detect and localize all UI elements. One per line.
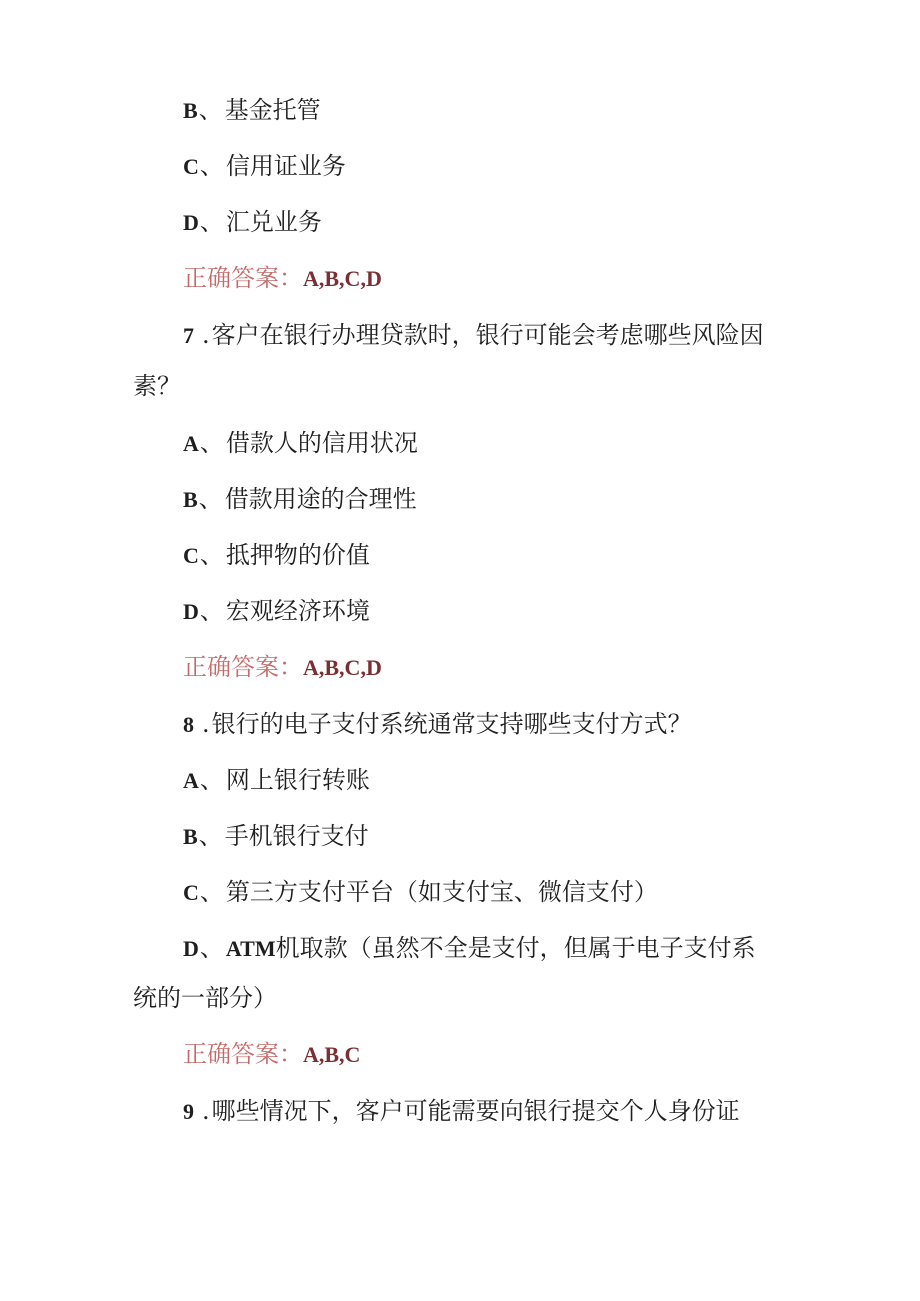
option-text: 借款人的信用状况 <box>225 429 418 457</box>
option-letter: A <box>183 431 199 456</box>
question-7 <box>183 320 764 351</box>
option-separator: 、 <box>199 878 224 906</box>
option-b <box>183 821 369 852</box>
option-separator: 、 <box>199 208 224 236</box>
option-letter: C <box>183 880 199 905</box>
question-text: 银行的电子支付系统通常支持哪些支付方式？ <box>211 710 692 738</box>
option-text: 宏观经济环境 <box>225 597 370 625</box>
option-text: 抵押物的价值 <box>225 541 370 569</box>
option-letter: C <box>183 154 199 179</box>
option-b <box>183 95 321 126</box>
question-9 <box>183 1096 740 1127</box>
option-letter: A <box>183 768 199 793</box>
question-text: 客户在银行办理贷款时，银行可能会考虑哪些风险因 <box>211 321 764 349</box>
option-text: 机取款（虽然不全是支付，但属于电子支付系 <box>275 934 756 962</box>
option-b <box>183 484 417 515</box>
option-c <box>183 877 658 908</box>
option-d-continuation <box>133 983 277 1013</box>
option-text: 基金托管 <box>224 96 321 124</box>
option-letter: D <box>183 210 199 235</box>
option-text: 借款用途的合理性 <box>224 485 417 513</box>
option-separator: 、 <box>199 934 224 962</box>
answer-line <box>183 263 382 294</box>
option-text-prefix: ATM <box>225 936 276 961</box>
answer-label: 正确答案： <box>183 264 303 292</box>
question-text: 哪些情况下，客户可能需要向银行提交个人身份证 <box>211 1097 740 1125</box>
option-letter: B <box>183 98 198 123</box>
option-separator: 、 <box>198 485 223 513</box>
answer-line <box>183 652 382 683</box>
option-separator: 、 <box>199 766 224 794</box>
answer-label: 正确答案： <box>183 1040 303 1068</box>
option-text: 第三方支付平台（如支付宝、微信支付） <box>225 878 658 906</box>
option-letter: B <box>183 824 198 849</box>
option-letter: D <box>183 936 199 961</box>
answer-value: A,B,C,D <box>303 655 382 680</box>
question-8 <box>183 709 692 740</box>
option-separator: 、 <box>199 541 224 569</box>
question-number: 8 <box>183 712 194 737</box>
question-7-continuation <box>133 371 181 401</box>
option-separator: 、 <box>198 822 223 850</box>
option-a <box>183 765 370 796</box>
option-d <box>183 933 756 964</box>
option-separator: 、 <box>199 152 224 180</box>
option-d <box>183 596 370 627</box>
option-a <box>183 428 418 459</box>
option-separator: 、 <box>199 597 224 625</box>
option-d <box>183 207 322 238</box>
question-dot: . <box>202 321 210 349</box>
option-separator: 、 <box>198 96 223 124</box>
option-separator: 、 <box>199 429 224 457</box>
question-text-continuation: 素？ <box>133 372 181 400</box>
option-letter: C <box>183 543 199 568</box>
answer-line <box>183 1039 360 1070</box>
option-c <box>183 540 370 571</box>
option-text: 汇兑业务 <box>225 208 322 236</box>
question-dot: . <box>202 710 210 738</box>
option-letter: D <box>183 599 199 624</box>
answer-label: 正确答案： <box>183 653 303 681</box>
option-text: 手机银行支付 <box>224 822 369 850</box>
question-dot: . <box>202 1097 210 1125</box>
question-number: 9 <box>183 1099 194 1124</box>
option-letter: B <box>183 487 198 512</box>
option-text-continuation: 统的一部分） <box>133 984 277 1012</box>
question-number: 7 <box>183 323 194 348</box>
option-text: 网上银行转账 <box>225 766 370 794</box>
answer-value: A,B,C <box>303 1042 361 1067</box>
option-text: 信用证业务 <box>225 152 346 180</box>
option-c <box>183 151 346 182</box>
answer-value: A,B,C,D <box>303 266 382 291</box>
